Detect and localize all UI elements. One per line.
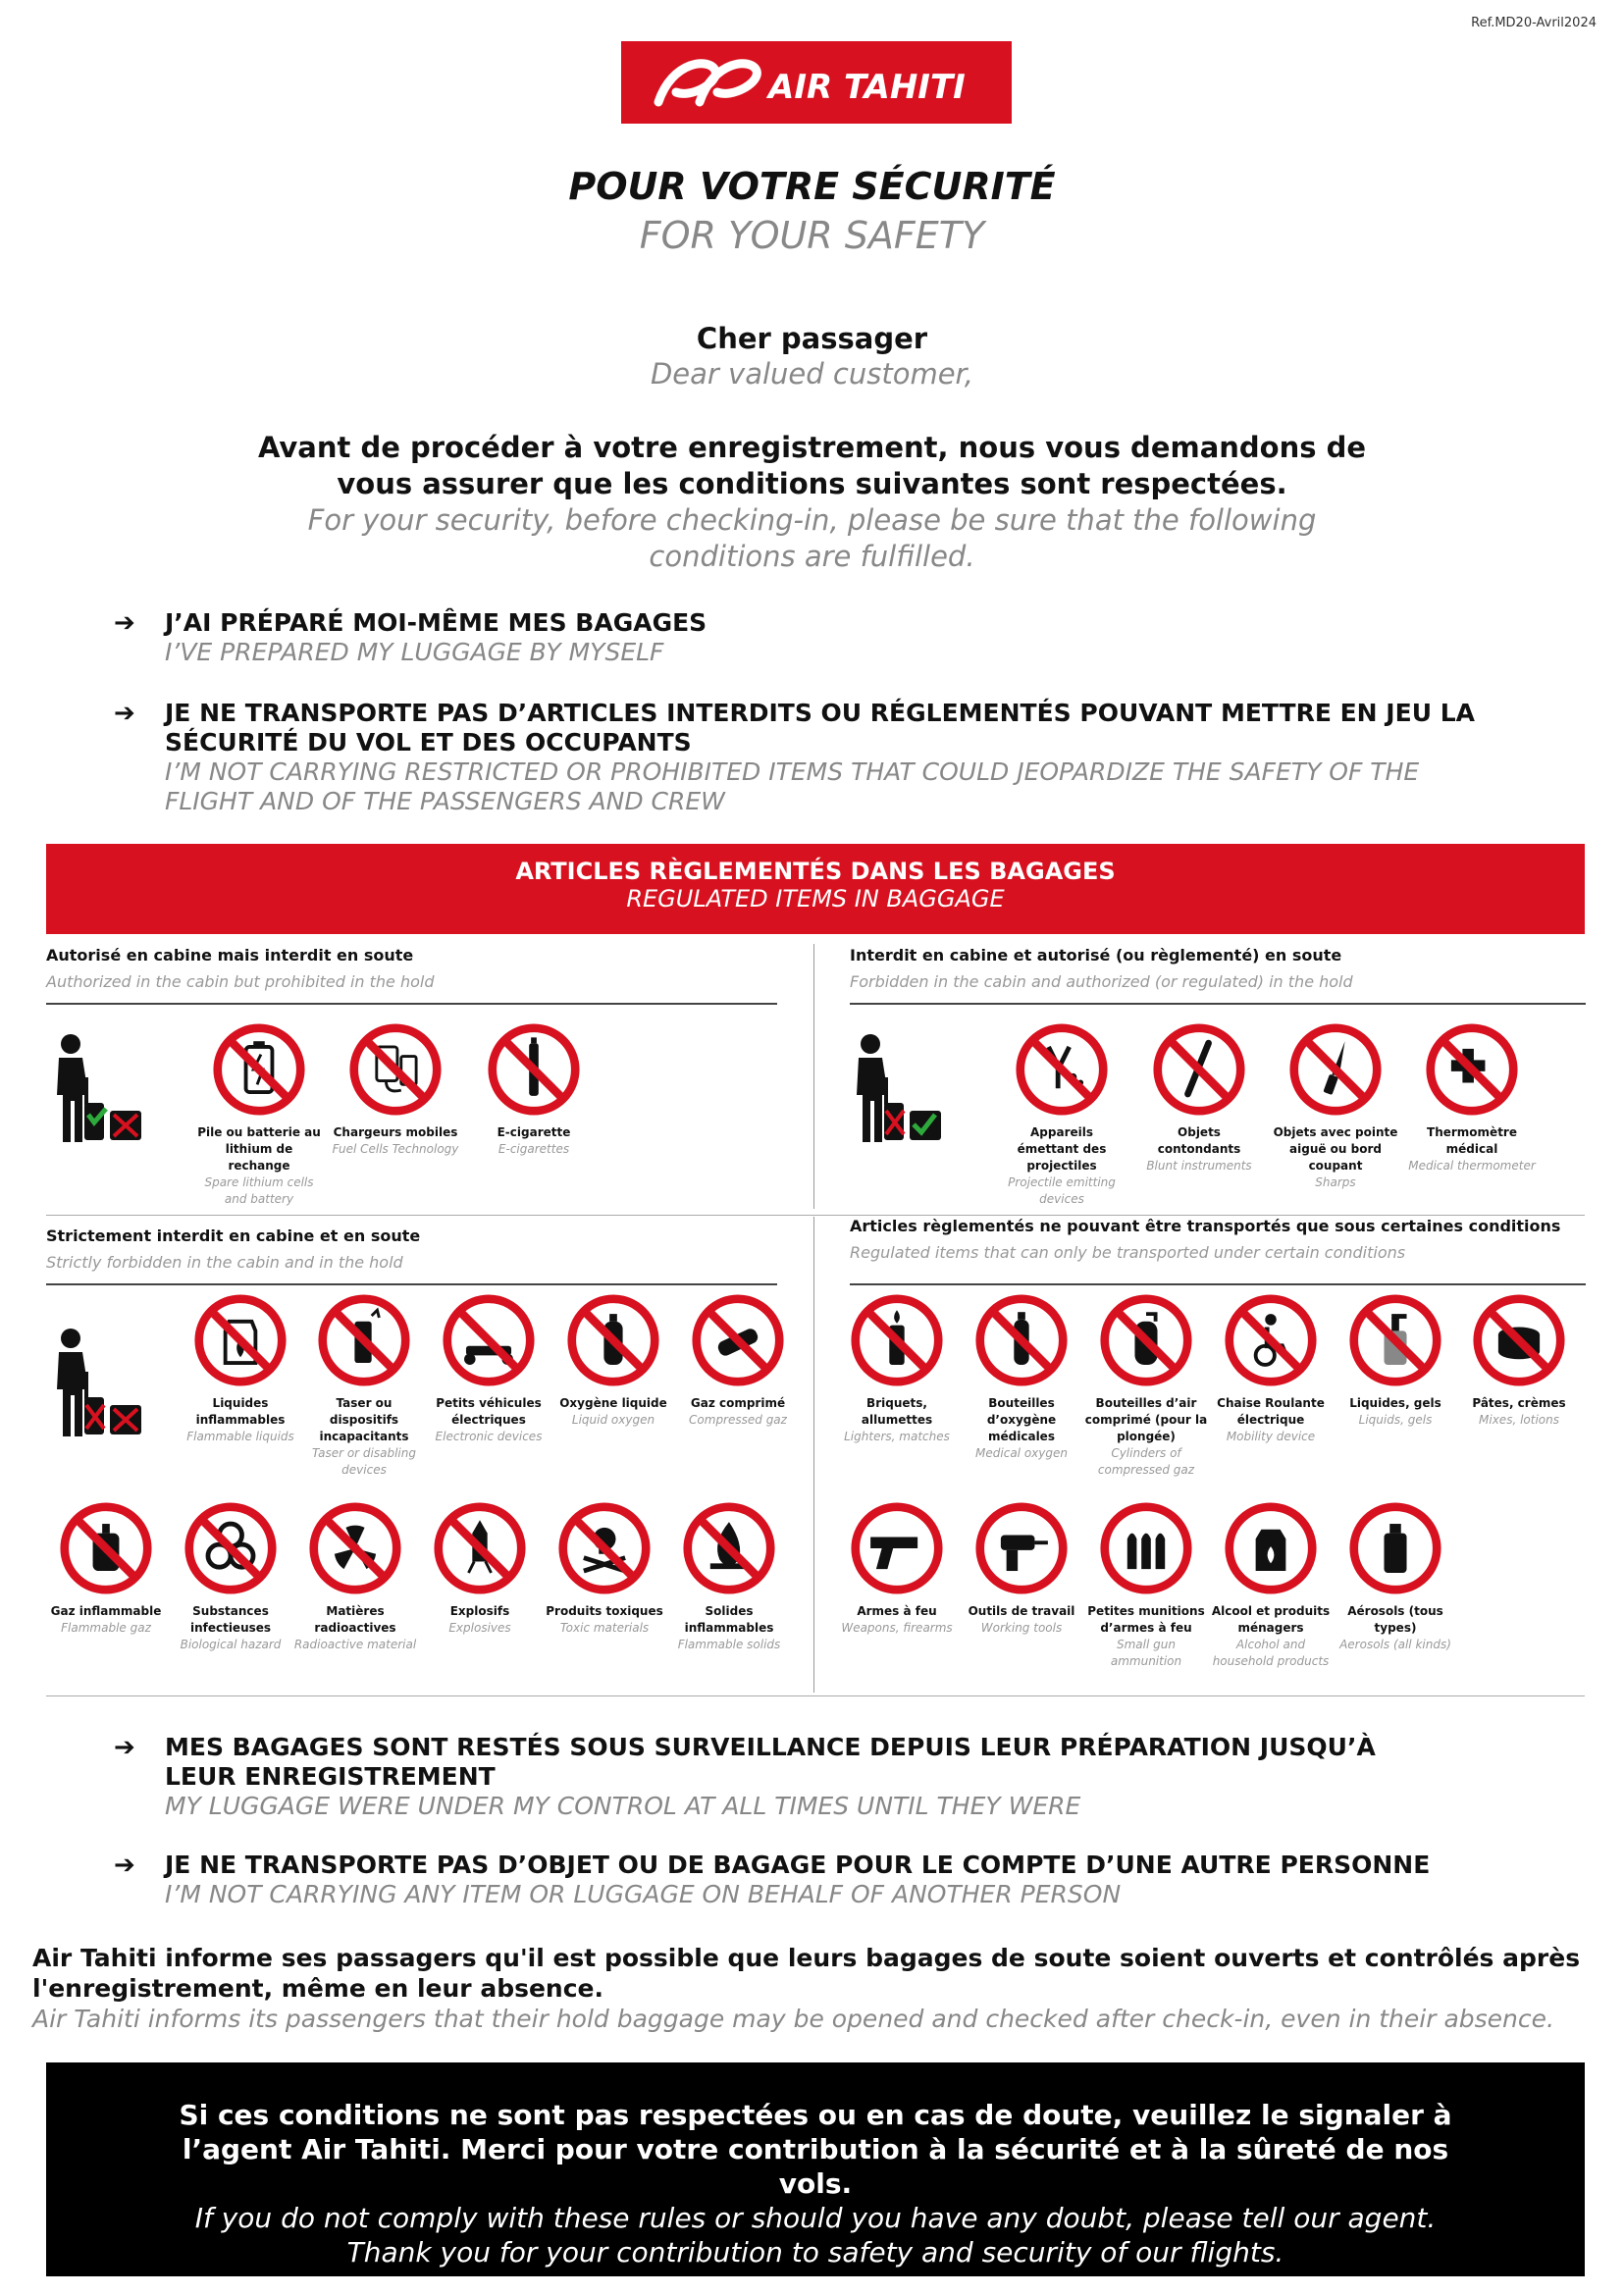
baton-icon: [1152, 1022, 1246, 1117]
condition-fr: J’AI PRÉPARÉ MOI-MÊME MES BAGAGES: [165, 608, 707, 637]
item-label: Chaise Roulante électrique Mobility device: [1217, 1396, 1325, 1443]
item-label: E-cigarette E-cigarettes: [497, 1125, 571, 1156]
aerosol-icon: [1348, 1501, 1442, 1595]
item-label: Aérosols (tous types) Aerosols (all kinds): [1339, 1604, 1451, 1651]
condition-en: I’M NOT CARRYING ANY ITEM OR LUGGAGE ON BEHALF OF ANOTHER PERSON: [165, 1880, 1122, 1908]
flame-icon: [682, 1501, 776, 1595]
condition-en: MY LUGGAGE WERE UNDER MY CONTROL AT ALL TIMES UNTIL THEY WERE: [165, 1792, 1081, 1820]
oxygen-cylinder-icon: [566, 1293, 660, 1387]
arrow-right-icon: ➔: [114, 608, 135, 638]
condition-fr: JE NE TRANSPORTE PAS D’ARTICLES INTERDITS OU RÉGLEMENTÉS POUVANT METTRE EN JEU LA SÉCURITÉ DU VOL ET DES OCCUPANTS: [165, 699, 1475, 756]
footer-warning: [46, 2062, 1585, 2276]
banner-title-en: REGULATED ITEMS IN BAGGAGE: [626, 885, 1005, 913]
section-divider: [46, 1215, 1585, 1216]
title-fr: POUR VOTRE SÉCURITÉ: [568, 165, 1056, 208]
flammable-liquid-icon: [193, 1293, 288, 1387]
condition-item: [114, 608, 1488, 667]
item-label: Appareils émettant des projectiles Projectile emitting devices: [1008, 1125, 1116, 1206]
item-label: Thermomètre médical Medical thermometer: [1408, 1125, 1536, 1173]
lighter-icon: [850, 1293, 944, 1387]
air-tahiti-logo: [621, 41, 1012, 124]
item-label: Armes à feu Weapons, firearms: [841, 1604, 953, 1635]
greeting-en: Dear valued customer,: [650, 357, 974, 391]
firework-icon: [433, 1501, 527, 1595]
condition-fr: MES BAGAGES SONT RESTÉS SOUS SURVEILLANCE DEPUIS LEUR PRÉPARATION JUSQU’À LEUR ENREGISTREMENT: [165, 1733, 1376, 1791]
item-label: Petits véhicules électriques Electronic devices: [435, 1396, 543, 1443]
hoverboard-icon: [442, 1293, 536, 1387]
biohazard-icon: [183, 1501, 278, 1595]
radioactive-icon: [308, 1501, 402, 1595]
item-label: Taser ou dispositifs incapacitants Taser or disabling devices: [312, 1396, 416, 1477]
wheelchair-icon: [1224, 1293, 1318, 1387]
item-label: Pile ou batterie au lithium de rechange Spare lithium cells and battery: [197, 1125, 321, 1206]
taser-icon: [317, 1293, 411, 1387]
condition-fr: JE NE TRANSPORTE PAS D’OBJET OU DE BAGAGE POUR LE COMPTE D’UNE AUTRE PERSONNE: [165, 1851, 1431, 1879]
item-label: Solides inflammables Flammable solids: [677, 1604, 781, 1651]
regulated-items-banner: [46, 844, 1585, 934]
item-label: Chargeurs mobiles Fuel Cells Technology: [332, 1125, 459, 1156]
divider: [850, 1003, 1586, 1005]
slingshot-icon: [1015, 1022, 1109, 1117]
arrow-right-icon: ➔: [114, 699, 135, 728]
column-divider: [813, 944, 814, 1209]
item-label: Briquets, allumettes Lighters, matches: [844, 1396, 950, 1443]
section-divider: [46, 1695, 1585, 1696]
item-label: Alcool et produits ménagers Alcohol and household products: [1211, 1604, 1331, 1668]
column-divider: [813, 1217, 814, 1693]
cream-jar-icon: [1472, 1293, 1566, 1387]
condition-en: I’VE PREPARED MY LUGGAGE BY MYSELF: [165, 638, 664, 666]
item-label: Outils de travail Working tools: [968, 1604, 1075, 1635]
skull-icon: [557, 1501, 652, 1595]
drill-icon: [974, 1501, 1069, 1595]
banner-title-fr: ARTICLES RÈGLEMENTÉS DANS LES BAGAGES: [515, 858, 1116, 885]
intro-fr: Avant de procéder à votre enregistrement, nous vous demandons de vous assurer que les conditions suivantes sont respectées.: [257, 431, 1367, 500]
item-label: Pâtes, crèmes Mixes, lotions: [1472, 1396, 1566, 1427]
arrow-right-icon: ➔: [114, 1733, 135, 1762]
passenger-forbidden-icon: [49, 1325, 167, 1442]
inspection-notice: [32, 1943, 1602, 2034]
gas-canister-icon: [59, 1501, 153, 1595]
title-en: FOR YOUR SAFETY: [639, 214, 985, 257]
condition-en: I’M NOT CARRYING RESTRICTED OR PROHIBITED ITEMS THAT COULD JEOPARDIZE THE SAFETY OF THE FLIGHT AND OF THE PASSENGERS AND CREW: [165, 757, 1420, 815]
thermometer-icon: [1425, 1022, 1519, 1117]
charger-icon: [348, 1022, 443, 1117]
passenger-cabin-ok-icon: [49, 1030, 167, 1148]
item-label: Substances infectieuses Biological hazard: [180, 1604, 282, 1651]
item-label: Bouteilles d’air comprimé (pour la plongée) Cylinders of compressed gaz: [1084, 1396, 1208, 1477]
arrow-right-icon: ➔: [114, 1851, 135, 1880]
item-label: Oxygène liquide Liquid oxygen: [559, 1396, 667, 1427]
greeting-fr: Cher passager: [696, 322, 928, 355]
section-cabin-ok: Autorisé en cabine mais interdit en soute Authorized in the cabin but prohibited in the hold: [46, 946, 435, 991]
knife-icon: [1288, 1022, 1383, 1117]
item-label: Produits toxiques Toxic materials: [546, 1604, 663, 1635]
svg-text:AIR TAHITI: AIR TAHITI: [768, 68, 966, 107]
divider: [850, 1283, 1586, 1285]
alcohol-icon: [1224, 1501, 1318, 1595]
section-forbidden: Strictement interdit en cabine et en soute Strictly forbidden in the cabin and in the hold: [46, 1226, 421, 1272]
section-conditional: Articles règlementés ne pouvant être transportés que sous certaines conditions Regulated items that can only be transported under certain conditions: [850, 1217, 1561, 1262]
item-label: Explosifs Explosives: [448, 1604, 511, 1635]
item-label: Bouteilles d’oxygène médicales Medical oxygen: [975, 1396, 1068, 1460]
oxygen-bottle-icon: [974, 1293, 1069, 1387]
pistol-icon: [850, 1501, 944, 1595]
divider: [46, 1003, 777, 1005]
item-label: Matières radioactives Radioactive material: [293, 1604, 417, 1651]
intro-en: For your security, before checking-in, please be sure that the following conditions are fulfilled.: [307, 503, 1317, 573]
diving-tank-icon: [1099, 1293, 1193, 1387]
gas-cylinder-icon: [691, 1293, 785, 1387]
document-reference: Ref.MD20-Avril2024: [1471, 16, 1597, 30]
item-label: Objets avec pointe aiguë ou bord coupant Sharps: [1273, 1125, 1398, 1189]
item-label: Liquides, gels Liquids, gels: [1349, 1396, 1441, 1427]
ecigarette-icon: [487, 1022, 581, 1117]
item-label: Objets contondants Blunt instruments: [1146, 1125, 1252, 1173]
item-label: Gaz inflammable Flammable gaz: [50, 1604, 162, 1635]
condition-item: [114, 1851, 1488, 1909]
notice-fr: Air Tahiti informe ses passagers qu'il est possible que leurs bagages de soute soient ouverts et contrôlés après l'enregistrement, même en leur absence.: [32, 1944, 1581, 2003]
footer-fr: Si ces conditions ne sont pas respectées ou en cas de doute, veuillez le signaler à l’agent Air Tahiti. Merci pour votre contribution à la sécurité et à la sûreté de nos vols.: [179, 2099, 1452, 2200]
notice-en: Air Tahiti informs its passengers that their hold baggage may be opened and checked after check-in, even in their absence.: [32, 2005, 1554, 2033]
passenger-hold-ok-icon: [849, 1030, 967, 1148]
item-label: Petites munitions d’armes à feu Small gun ammunition: [1087, 1604, 1205, 1668]
item-label: Liquides inflammables Flammable liquids: [186, 1396, 294, 1443]
condition-item: [114, 699, 1488, 816]
battery-icon: [212, 1022, 306, 1117]
ammunition-icon: [1099, 1501, 1193, 1595]
footer-en: If you do not comply with these rules or should you have any doubt, please tell our agent. Thank you for your contribution to safety and security of our flights.: [194, 2202, 1437, 2269]
item-label: Gaz comprimé Compressed gaz: [689, 1396, 787, 1427]
liquid-bottle-icon: [1348, 1293, 1442, 1387]
divider: [46, 1283, 777, 1285]
section-hold-ok: Interdit en cabine et autorisé (ou règlementé) en soute Forbidden in the cabin and authorized (or regulated) in the hold: [850, 946, 1353, 991]
condition-item: [114, 1733, 1488, 1821]
